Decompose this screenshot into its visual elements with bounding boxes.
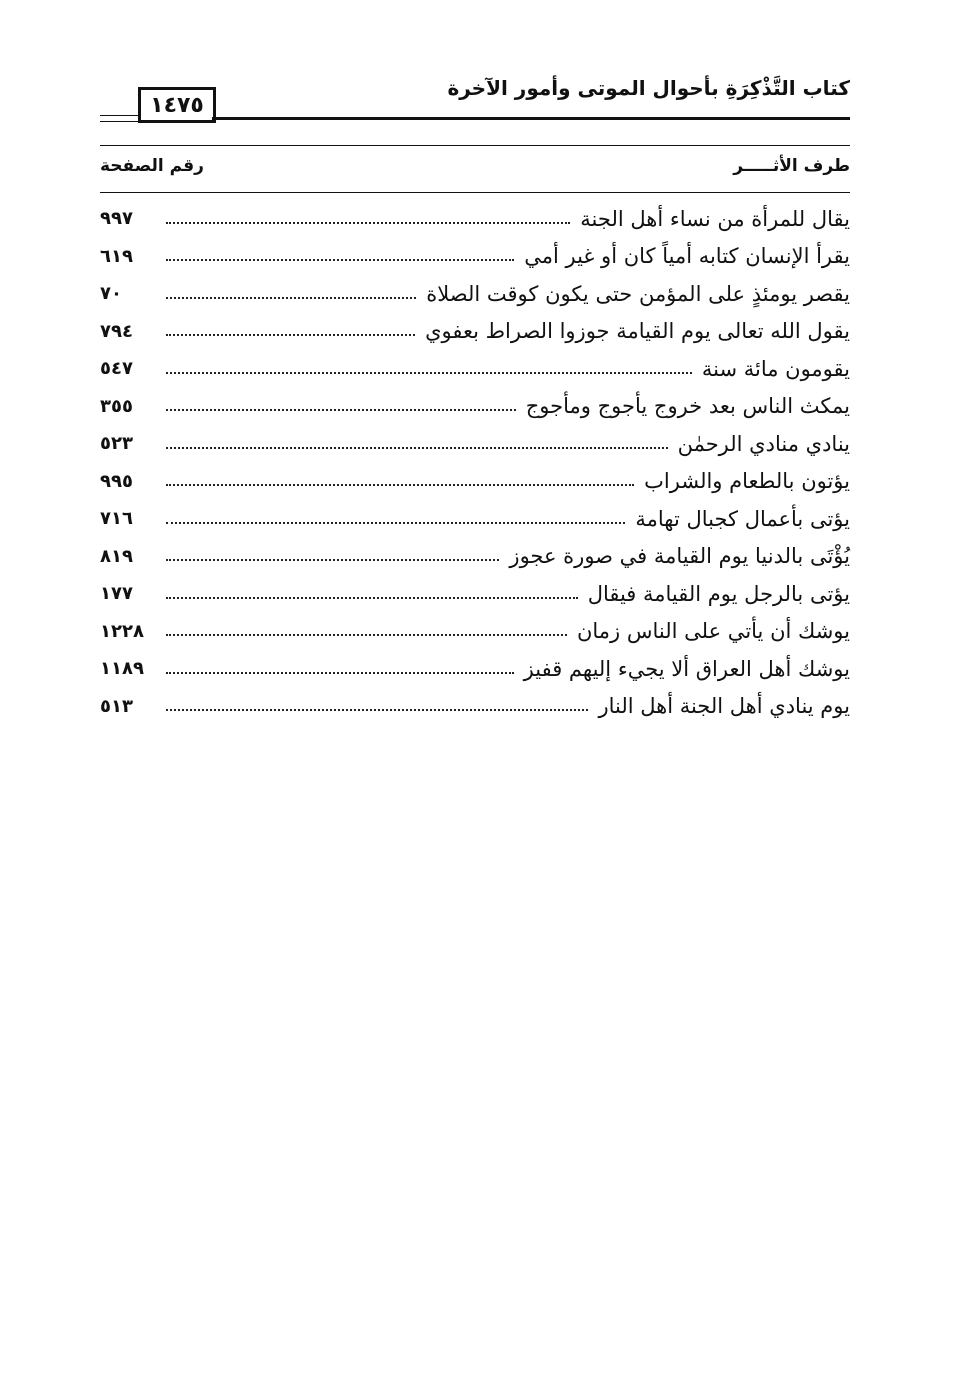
book-title: كتاب التَّذْكِرَةِ بأحوال الموتى وأمور الآخرة — [447, 76, 850, 100]
running-header — [100, 70, 850, 130]
leader-dots — [166, 484, 634, 486]
leader-dots — [166, 447, 668, 449]
leader-dots — [166, 409, 516, 411]
heading-athar-opening: طرف الأثـــــر — [733, 156, 850, 176]
entry-text: يقول الله تعالى يوم القيامة جوزوا الصراط بعفوي — [425, 319, 850, 344]
entry-text: يُؤْتَى بالدنيا يوم القيامة في صورة عجوز — [509, 544, 850, 569]
index-entry — [100, 238, 850, 276]
leader-dots — [166, 372, 692, 374]
entry-page-number: ٧٩٤ — [100, 320, 133, 342]
entry-text: يوشك أهل العراق ألا يجيء إليهم قفيز — [523, 656, 850, 681]
column-headings — [100, 145, 850, 193]
leader-dots — [166, 222, 570, 224]
index-entry — [100, 538, 850, 576]
entry-text: يقومون مائة سنة — [701, 356, 850, 381]
index-entry — [100, 388, 850, 426]
header-rule — [212, 117, 850, 120]
leader-dots — [166, 259, 514, 261]
index-entry — [100, 463, 850, 501]
leader-dots — [166, 522, 625, 524]
index-entry — [100, 200, 850, 238]
entry-text: يوم ينادي أهل الجنة أهل النار — [598, 694, 850, 719]
leader-dots — [166, 334, 415, 336]
entry-page-number: ١١٨٩ — [100, 658, 144, 680]
leader-dots — [166, 634, 567, 636]
leader-dots — [166, 297, 416, 299]
leader-dots — [166, 559, 499, 561]
entry-page-number: ١٧٧ — [100, 583, 133, 605]
index-entry — [100, 613, 850, 651]
index-entry — [100, 350, 850, 388]
entry-text: يؤتى بالرجل يوم القيامة فيقال — [587, 581, 850, 606]
entry-page-number: ٥١٣ — [100, 695, 133, 717]
entry-text: يقال للمرأة من نساء أهل الجنة — [580, 206, 850, 231]
leader-dots — [166, 597, 578, 599]
header-rule-left — [100, 115, 138, 122]
entry-text: يؤتون بالطعام والشراب — [644, 469, 850, 494]
leader-dots — [166, 709, 588, 711]
entry-text: يمكث الناس بعد خروج يأجوج ومأجوج — [525, 394, 850, 419]
index-entry — [100, 688, 850, 726]
index-entry — [100, 650, 850, 688]
entry-page-number: ٧١٦ — [100, 508, 133, 530]
entry-page-number: ٩٩٧ — [100, 208, 133, 230]
index-entry — [100, 500, 850, 538]
entry-page-number: ٦١٩ — [100, 245, 133, 267]
page-number: ١٤٧٥ — [138, 87, 216, 120]
index-entry — [100, 425, 850, 463]
entry-text: يقرأ الإنسان كتابه أمياً كان أو غير أمي — [524, 244, 850, 269]
entry-page-number: ١٢٢٨ — [100, 620, 144, 642]
entry-text: يؤتى بأعمال كجبال تهامة — [635, 506, 850, 531]
entry-page-number: ٨١٩ — [100, 545, 133, 567]
entry-text: يقصر يومئذٍ على المؤمن حتى يكون كوقت الصلاة — [426, 281, 850, 306]
index-entry — [100, 275, 850, 313]
entry-page-number: ٣٥٥ — [100, 395, 133, 417]
heading-page-number: رقم الصفحة — [100, 156, 204, 176]
entry-page-number: ٧٠ — [100, 283, 122, 305]
index-entry — [100, 313, 850, 351]
index-entries — [100, 200, 850, 725]
entry-text: يوشك أن يأتي على الناس زمان — [576, 619, 850, 644]
leader-dots — [166, 672, 514, 674]
index-entry — [100, 575, 850, 613]
entry-page-number: ٥٤٧ — [100, 358, 133, 380]
entry-page-number: ٩٩٥ — [100, 470, 133, 492]
entry-page-number: ٥٢٣ — [100, 433, 133, 455]
entry-text: ينادي منادي الرحمٰن — [677, 431, 850, 456]
